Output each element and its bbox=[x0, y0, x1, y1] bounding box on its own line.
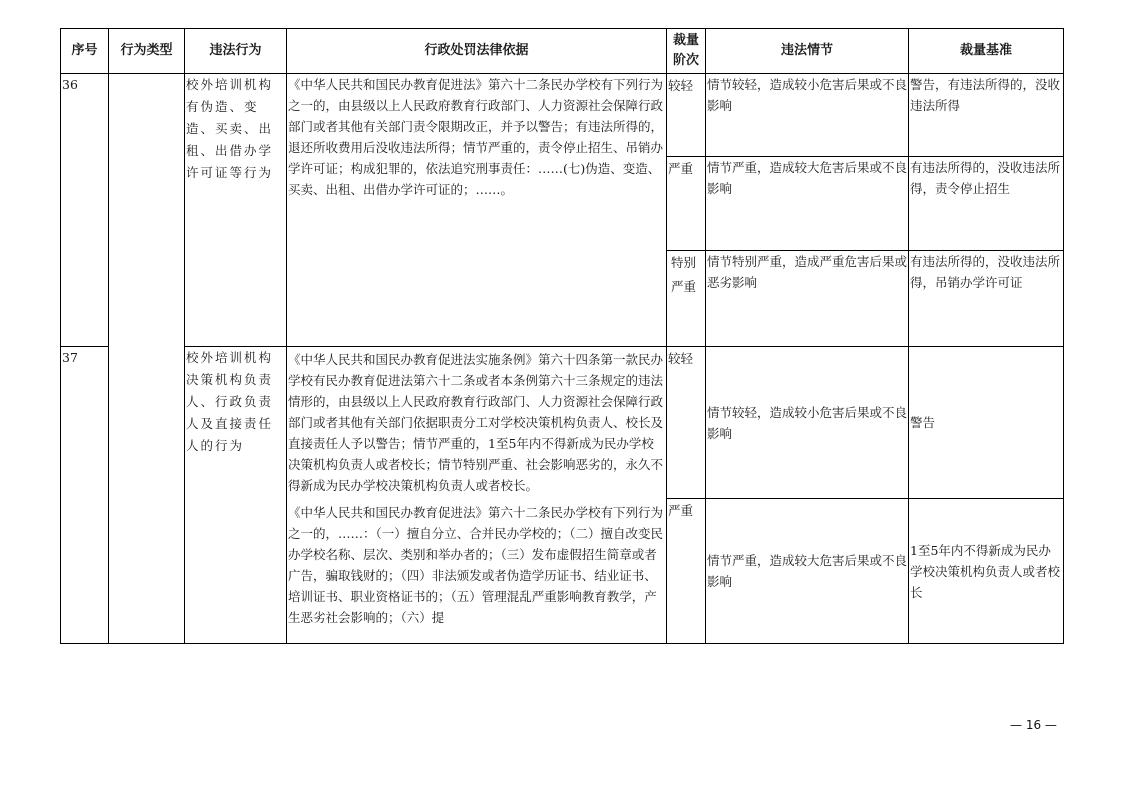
header-row bbox=[61, 29, 1064, 74]
table-row bbox=[61, 74, 1064, 157]
row-37-behavior: 校外培训机构决策机构负责人、行政负责人及直接责任人的行为 bbox=[185, 347, 287, 644]
row-37-seq: 37 bbox=[61, 347, 109, 644]
header-seq: 序号 bbox=[61, 29, 109, 74]
header-standard: 裁量基准 bbox=[909, 29, 1064, 74]
row-37-basis-part-1: 《中华人民共和国民办教育促进法实施条例》第六十四条第一款民办学校有民办教育促进法第六十二条或者本条例第六十三条规定的违法情形的，由县级以上人民政府教育行政部门、人力资源社会保障行政部门或者其他有关部门依据职责分工对学校决策机构负责人、校长及直接责任人予以警告；情节严重的，1至5年内不得新成为民办学校决策机构负责人或者校长；情节特别严重、社会影响恶劣的，永久不得新成为民办学校决策机构负责人或者校长。 bbox=[288, 352, 664, 493]
row-36-standard-1: 警告，有违法所得的，没收违法所得 bbox=[909, 74, 1064, 157]
row-36-seq: 36 bbox=[61, 74, 109, 347]
row-36-level-2: 严重 bbox=[667, 157, 706, 251]
page-number: — 16 — bbox=[1010, 718, 1057, 732]
row-36-basis: 《中华人民共和国民办教育促进法》第六十二条民办学校有下列行为之一的，由县级以上人民政府教育行政部门、人力资源社会保障行政部门或者其他有关部门责令限期改正，并予以警告；有违法所得的，退还所收费用后没收违法所得；情节严重的，责令停止招生、吊销办学许可证；构成犯罪的，依法追究刑事责任：……(七)伪造、变造、买卖、出租、出借办学许可证的；……。 bbox=[287, 74, 667, 347]
header-level: 裁量阶次 bbox=[667, 29, 706, 74]
row-37-level-2: 严重 bbox=[667, 499, 706, 644]
header-behavior: 违法行为 bbox=[185, 29, 287, 74]
penalty-table bbox=[60, 28, 1064, 644]
header-basis: 行政处罚法律依据 bbox=[287, 29, 667, 74]
row-37-level-1: 较轻 bbox=[667, 347, 706, 499]
row-36-circumstance-1: 情节较轻，造成较小危害后果或不良影响 bbox=[706, 74, 909, 157]
type-cell bbox=[109, 74, 185, 644]
row-37-basis bbox=[287, 347, 667, 644]
row-36-level-3: 特别严重 bbox=[667, 251, 706, 347]
row-36-level-1: 较轻 bbox=[667, 74, 706, 157]
row-36-behavior: 校外培训机构有伪造、变造、买卖、出租、出借办学许可证等行为 bbox=[185, 74, 287, 347]
row-37-circumstance-1: 情节较轻，造成较小危害后果或不良影响 bbox=[706, 347, 909, 499]
header-type: 行为类型 bbox=[109, 29, 185, 74]
table-row bbox=[61, 347, 1064, 499]
row-36-circumstance-3: 情节特别严重，造成严重危害后果或恶劣影响 bbox=[706, 251, 909, 347]
row-36-standard-2: 有违法所得的，没收违法所得，责令停止招生 bbox=[909, 157, 1064, 251]
row-36-standard-3: 有违法所得的，没收违法所得，吊销办学许可证 bbox=[909, 251, 1064, 347]
row-37-circumstance-2: 情节严重，造成较大危害后果或不良影响 bbox=[706, 499, 909, 644]
row-37-basis-part-2: 《中华人民共和国民办教育促进法》第六十二条民办学校有下列行为之一的，……：（一）擅自分立、合并民办学校的；（二）擅自改变民办学校名称、层次、类别和举办者的；（三）发布虚假招生简章或者广告，骗取钱财的；（四）非法颁发或者伪造学历证书、结业证书、培训证书、职业资格证书的；（五）管理混乱严重影响教育教学，产生恶劣社会影响的；（六）提 bbox=[288, 505, 664, 625]
row-37-standard-1: 警告 bbox=[909, 347, 1064, 499]
row-36-circumstance-2: 情节严重，造成较大危害后果或不良影响 bbox=[706, 157, 909, 251]
row-37-standard-2: 1至5年内不得新成为民办学校决策机构负责人或者校长 bbox=[909, 499, 1064, 644]
header-circumstance: 违法情节 bbox=[706, 29, 909, 74]
